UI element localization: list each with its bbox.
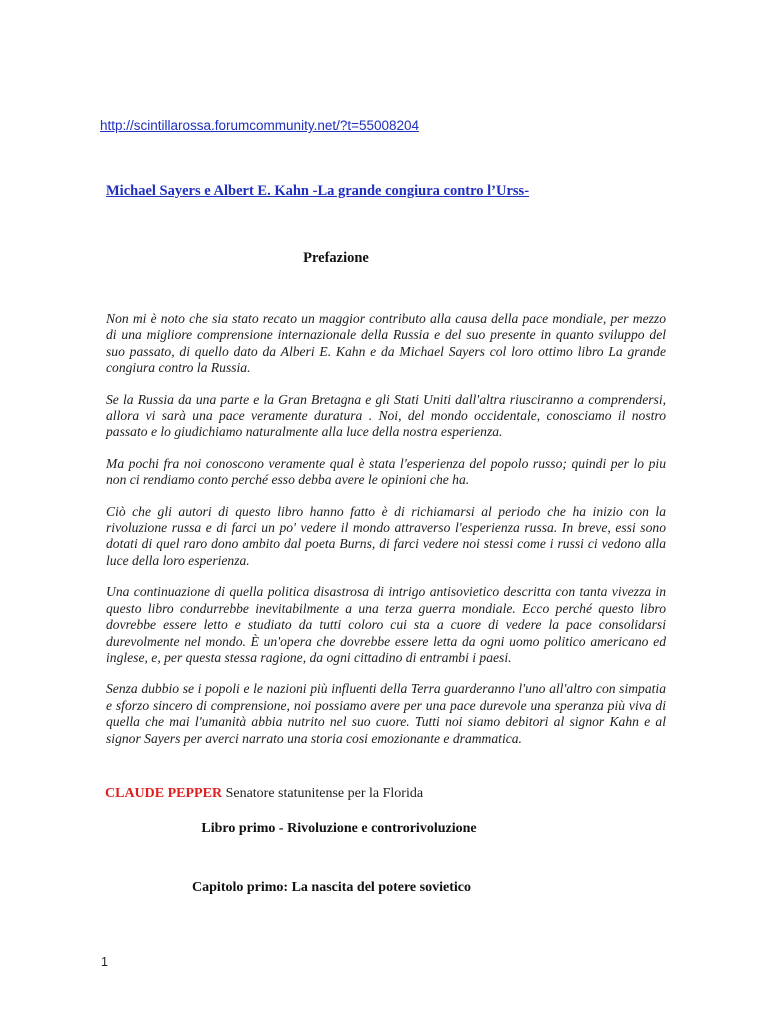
page-number: 1 <box>101 955 108 969</box>
source-url-link[interactable]: http://scintillarossa.forumcommunity.net/?t=55008204 <box>100 118 420 133</box>
chapter-text: Capitolo primo: La nascita del potere sovietico <box>192 880 471 895</box>
paragraph: Ciò che gli autori di questo libro hanno fatto è di richiamarsi al periodo che ha inizio con la rivoluzione russa e di farci un po' vedere il mondo attraverso l'esperienza russa. In breve, essi sono dotati di quel raro dono ambito dal poeta Burns, di farci vedere noi stessi come i russi ci vedono alla luce della loro esperienza. <box>106 503 666 568</box>
signature <box>105 786 423 802</box>
book-title-link[interactable]: Michael Sayers e Albert E. Kahn -La grande congiura contro l’Urss- <box>106 183 530 199</box>
paragraph: Una continuazione di quella politica disastrosa di intrigo antisovietico descritta con tanta vivezza in questo libro condurrebbe inevitabilmente a una terza guerra mondiale. Ecco perché questo libro dovrebbe essere letto e studiato da tutti coloro cui sta a cuore di vedere la pace consolidarsi durevolmente nel mondo. È un'opera che dovrebbe essere letta da ogni uomo politico americano ed inglese, e, per questa stessa ragione, da ogni cittadino di entrambi i paesi. <box>106 584 666 665</box>
preface-body <box>106 311 666 762</box>
signature-role: Senatore statunitense per la Florida <box>222 786 424 801</box>
book-part-text: Libro primo - Rivoluzione e controrivoluzione <box>201 821 477 836</box>
section-title: Prefazione <box>303 250 369 266</box>
paragraph: Senza dubbio se i popoli e le nazioni più influenti della Terra guarderanno l'uno all'altro con simpatia e sforzo sincero di comprensione, noi possiamo avere per una pace durevole una speranza più viva di quella che mai l'umanità abbia nutrito nel suo cuore. Tutti noi siamo debitori al signor Kahn e al signor Sayers per averci narrato una storia cosi emozionante e drammatica. <box>106 681 666 746</box>
paragraph: Ma pochi fra noi conoscono veramente qual è stata l'esperienza del popolo russo; quindi per lo piu non ci rendiamo conto perché esso debba avere le opinioni che ha. <box>106 455 666 488</box>
paragraph: Non mi è noto che sia stato recato un maggior contributo alla causa della pace mondiale, per mezzo di una migliore comprensione internazionale della Russia e del suo presente in quanto sviluppo del suo passato, di quello dato da Alberi E. Kahn e da Michael Sayers col loro ottimo libro La grande congiura contro la Russia. <box>106 311 666 376</box>
paragraph: Se la Russia da una parte e la Gran Bretagna e gli Stati Uniti dall'altra riusciranno a comprendersi, allora vi sarà una pace veramente duratura . Noi, del mondo occidentale, conosciamo il nostro passato e lo giudichiamo naturalmente alla luce della nostra esperienza. <box>106 391 666 440</box>
book-part-heading <box>0 821 768 837</box>
signature-name: CLAUDE PEPPER <box>105 786 223 801</box>
chapter-heading <box>0 880 768 896</box>
